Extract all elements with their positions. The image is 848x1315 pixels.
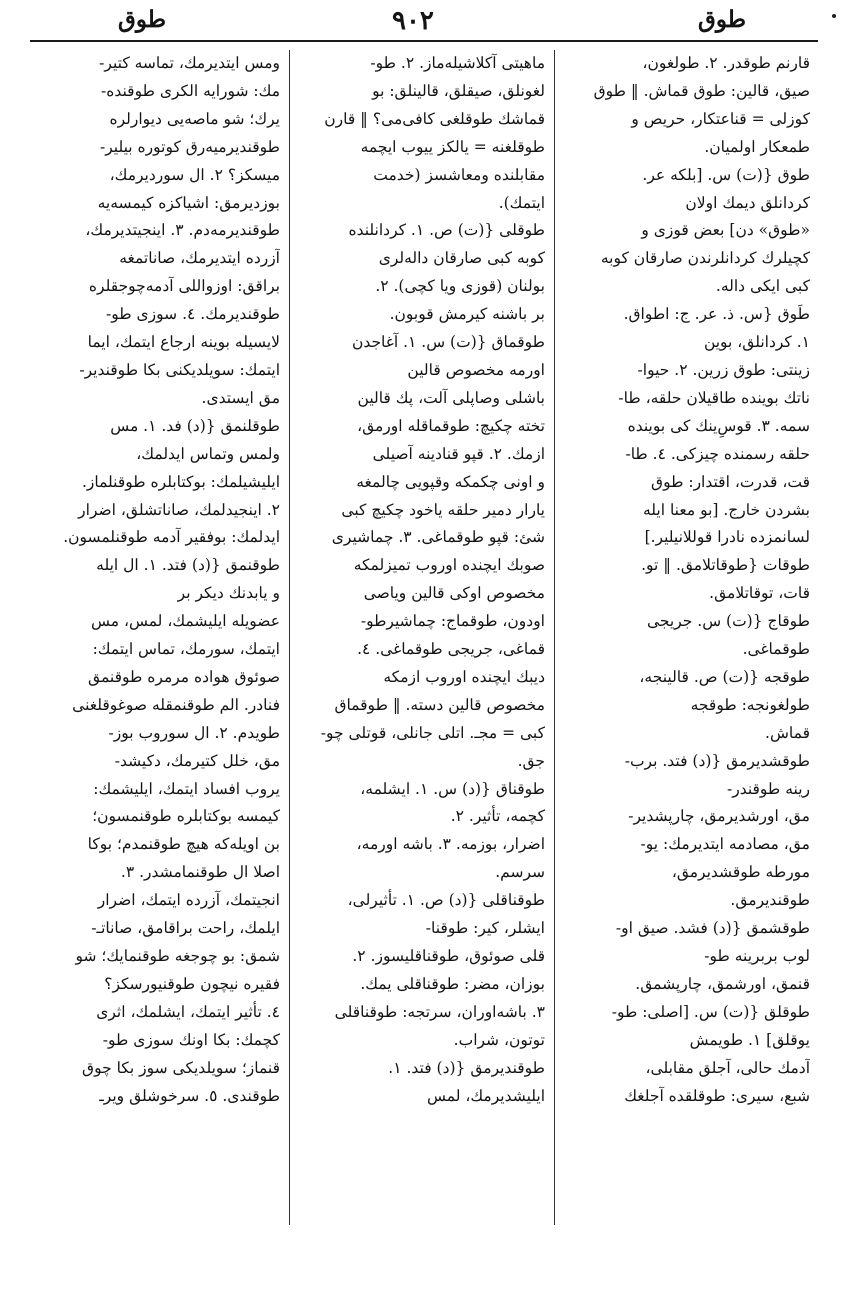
header-rule: [30, 40, 818, 42]
text-line: ١. كردانلق، بوين: [703, 333, 810, 352]
text-line: زينتى: طوق زرين. ٢. حيوا-: [637, 360, 810, 379]
text-line: رينه طوقندر-: [726, 779, 810, 798]
text-line: ايتمك).: [498, 193, 545, 212]
text-line: اضرار، بوزمه. ٣. باشه اورمه،: [356, 835, 545, 854]
text-line: سرسم.: [495, 863, 545, 882]
text-line: صيق، قالين: طوق قماش. ‖ طوق: [593, 81, 810, 100]
text-line: طوقنديرميه‌رق كوتوره بيلير-: [100, 137, 280, 156]
text-line: بشردن خارج. [بو معنا ايله: [642, 500, 810, 519]
text-line: طوقماق {(ت) س. ١. آغاجدن: [351, 333, 545, 352]
text-line: قلى صوئوق، طوقناقليسوز. ٢.: [352, 947, 545, 965]
text-line: مخصوص اوكى قالين وياصى: [363, 584, 545, 603]
text-line: تخته چكيچ: طوقماقله اورمق،: [357, 416, 545, 435]
column-divider-left: [289, 50, 290, 1225]
text-line: عضويله ايليشمك، لمس، مس: [90, 612, 280, 631]
text-line: ٤. تأثير ايتمك، ايشلمك، اثرى: [96, 1002, 280, 1021]
text-line: طوقاج {(ت) س. جريجى: [646, 612, 810, 631]
text-line: «طوق» دن] بعض قوزى و: [641, 221, 810, 240]
text-line: كچمه، تأثير. ٢.: [450, 807, 545, 826]
text-line: كوبه كبى صارقان دالەلرى: [378, 249, 545, 268]
text-line: سمه. ٣. قوس‌ِينك كى بوينده: [627, 416, 810, 435]
text-line: طوقشديرمق {(د) فتد. برب-: [624, 751, 810, 770]
text-line: ازمك. ٢. قپو قنادينه آصيلى: [372, 444, 545, 463]
text-line: قارنم طوقدر. ٢. طولغون،: [642, 54, 810, 72]
page-number: ٩٠٢: [392, 6, 434, 36]
text-line: طوقناقلى {(د) ص. ١. تأثيرلى،: [347, 891, 545, 910]
text-line: ايلمك، راحت براقامق، صاناتـ-: [91, 919, 280, 938]
text-line: طوقندى. ٥. سرخوشلق ويرـ: [99, 1086, 280, 1105]
text-line: بوزان، مضر: طوقناقلى يمك.: [360, 974, 545, 993]
text-line: ايتمك، سورمك، تماس ايتمك:: [92, 640, 280, 659]
text-line: ولمس وتماس ايدلمك،: [136, 444, 280, 463]
text-line: يروب افساد ايتمك، ايليشمك:: [93, 779, 280, 798]
text-line: ايليشديرمك، لمس: [427, 1086, 545, 1105]
page-header: [0, 0, 848, 46]
text-line: طوقنديرمق {(د) فتد. ١.: [388, 1058, 545, 1077]
text-line: كبى = مجـ. اتلى جانلى، قوتلى چو-: [320, 723, 545, 742]
text-line: قماغى، جريجى طوقماغى. ٤.: [357, 640, 545, 659]
text-line: كچمك: بكا اونك سوزى طو-: [102, 1030, 280, 1049]
column-right: [560, 50, 810, 1230]
text-line: طولغونجه: طوقجه: [690, 695, 810, 714]
text-line: ديبك ايچنده اوروب ازمكه: [383, 667, 545, 686]
column-divider-right: [554, 50, 555, 1225]
text-line: لغونلق، صيقلق، قالينلق: بو: [372, 81, 545, 100]
text-line: فنادر. الم طوقنمقله صوغوقلغنى: [72, 695, 280, 714]
text-line: طوقلق {(ت) س. [اصلى: طو-: [611, 1002, 810, 1021]
text-line: قت، قدرت، اقتدار: طوق: [651, 472, 810, 491]
text-line: حلقه رسمنده چيزكى. ٤. طا-: [625, 444, 810, 463]
text-line: طوقشمق {(د) فشد. صيق او-: [615, 919, 810, 938]
text-line: آدمك حالى، آجلق مقابلى،: [645, 1058, 810, 1077]
text-line: قماش.: [765, 723, 810, 742]
text-line: بر باشنه كيرمش قوبون.: [389, 305, 545, 324]
text-line: انجيتمك، آزرده ايتمك، اضرار: [97, 891, 280, 910]
text-line: يرك؛ شو ماصه‌يى ديوارلره: [109, 109, 280, 128]
text-line: كيمسه بوكتابلره طوقنمسون؛: [92, 807, 280, 826]
text-line: مقابلنده ومعاشسز (خدمت: [373, 165, 545, 184]
text-line: طوقات {طوقاتلامق. ‖ تو.: [641, 556, 810, 575]
text-line: اصلا ال طوقنمامشدر. ٣.: [120, 863, 280, 882]
text-line: طوقلى {(ت) ص. ١. كردانلنده: [348, 221, 545, 240]
text-line: قنماز؛ سويلديكى سوز بكا چوق: [82, 1058, 280, 1077]
running-head-right: طوق: [698, 6, 747, 33]
running-head-left: طوق: [118, 6, 167, 33]
text-line: طويدم. ٢. ال سوروب بوز-: [108, 723, 280, 742]
text-line: شبع، سيرى: طوقلقده آجلغك: [624, 1086, 810, 1105]
text-line: فقيره نيچون طوقنيورسكز؟: [104, 974, 280, 993]
text-line: آزرده ايتديرمك، صاناتمغه: [119, 249, 280, 268]
text-line: شمق: بو چوجغه طوقنمايك؛ شو: [75, 947, 280, 965]
text-line: مق، اورشديرمق، چارپشدير-: [628, 807, 810, 826]
column-middle: [295, 50, 545, 1230]
text-line: طوقنديرمەدم. ٣. اينجيتديرمك،: [85, 221, 280, 240]
text-line: براقق: اوزواللى آدمه‌چوجقلره: [88, 277, 280, 296]
text-line: كردانلق ديمك اولان: [685, 193, 810, 212]
text-line: كبى ايكى داله.: [715, 277, 810, 296]
text-line: صوئوق هواده مرمره طوقنمق: [88, 667, 280, 686]
text-line: طوقناق {(د) س. ١. ايشلمه،: [360, 779, 545, 798]
text-line: ماهيتى آكلاشيله‌ماز. ٢. طو-: [370, 54, 545, 72]
text-line: ومس ايتديرمك، تماسه كتير-: [99, 54, 280, 72]
text-line: قنمق، اورشمق، چارپشمق.: [635, 974, 810, 993]
text-line: اودون، طوقماج: چماشيرطو-: [360, 612, 545, 631]
text-line: مخصوص قالين دسته. ‖ طوقماق: [334, 695, 545, 714]
text-line: اورمه مخصوص قالين: [407, 360, 545, 379]
text-line: شئ: قپو طوقماغى. ٣. چماشيرى: [331, 528, 545, 547]
text-line: توتون، شراب.: [453, 1030, 545, 1049]
text-line: بن اويله‌كه هيچ طوقنمدم؛ بوكا: [87, 835, 280, 854]
text-line: لوب بربرينه طو-: [704, 947, 810, 965]
text-line: و يابدنك ديكر بر: [177, 584, 280, 603]
text-line: يوقلق] ١. طويمش: [689, 1030, 810, 1049]
text-line: ٣. باشه‌اوران، سرتجه: طوقناقلى: [334, 1002, 545, 1021]
text-line: ايليشيلمك: بوكتابلره طوقنلماز.: [81, 472, 280, 491]
text-line: ٢. اينجيدلمك، صاناتشلق، اضرار: [78, 500, 280, 519]
text-line: مق ايستدى.: [201, 388, 280, 407]
text-line: ايدلمك: بوفقير آدمه طوقنلمسون.: [63, 528, 280, 547]
text-line: ميسكز؟ ٢. ال سورديرمك،: [109, 165, 280, 184]
text-line: ايتمك: سويلديكنى بكا طوقندير-: [79, 360, 280, 379]
text-line: كچيلرك كردانلرندن صارقان كوبه: [600, 249, 810, 268]
text-line: طوقلنمق {(د) فد. ١. مس: [110, 416, 280, 435]
text-line: بوزديرمق: اشياكزه كيمسه‌يه: [97, 193, 280, 212]
text-line: طمعكار اولميان.: [704, 137, 810, 156]
text-line: جق.: [517, 751, 545, 770]
text-line: باشلى وصاپلى آلت، پك قالين: [357, 388, 545, 407]
text-line: كوزلى = قناعتكار، حريص و: [631, 109, 810, 128]
text-line: طوقلغنه = يالكز ييوب ايچمه: [360, 137, 545, 156]
text-line: قات، توقاتلامق.: [709, 584, 810, 603]
text-line: لايسيله بوينه ارجاع ايتمك، ايما: [87, 333, 280, 352]
text-line: طَوق {س. ذ. عر. ج: اطواق.: [623, 305, 810, 324]
text-line: طوقماغى.: [742, 640, 810, 659]
text-line: ايشلر، كير: طوقنا-: [425, 919, 545, 938]
text-line: مق، خلل كتيرمك، دكيشد-: [114, 751, 280, 770]
text-line: طوقنمق {(د) فتد. ١. ال ايله: [96, 556, 280, 575]
text-line: مك: شورايه الكرى طوقنده-: [101, 81, 280, 100]
text-line: و اونى چكمكه وقپويى چالمغه: [356, 472, 545, 491]
text-line: مورطه طوقشديرمق،: [671, 863, 810, 882]
text-line: صوبك ايچنده اوروب تميزلمكه: [353, 556, 545, 575]
column-left: [30, 50, 280, 1230]
text-line: ناتك بوينده طاقيلان حلقه، طا-: [618, 388, 810, 407]
text-line: لسانمزده نادرا قوللانيلير.]: [644, 528, 810, 547]
text-line: طوقنديرمك. ٤. سوزى طو-: [106, 305, 280, 324]
text-line: مق، مصادمه ايتديرمك: يو-: [640, 835, 810, 854]
text-line: طوقنديرمق.: [730, 891, 810, 910]
text-line: بولنان (قوزى ويا كچى). ٢.: [375, 277, 545, 296]
page-dot: [832, 14, 836, 18]
text-line: طوق {(ت) س. [بلكه عر.: [642, 165, 810, 184]
text-line: قماشك طوقلغى كافى‌مى؟ ‖ قارن: [324, 109, 545, 128]
text-line: طوقجه {(ت) ص. قالينجه،: [639, 667, 810, 686]
text-line: يارار دمير حلقه ياخود چكيچ كبى: [341, 500, 545, 519]
